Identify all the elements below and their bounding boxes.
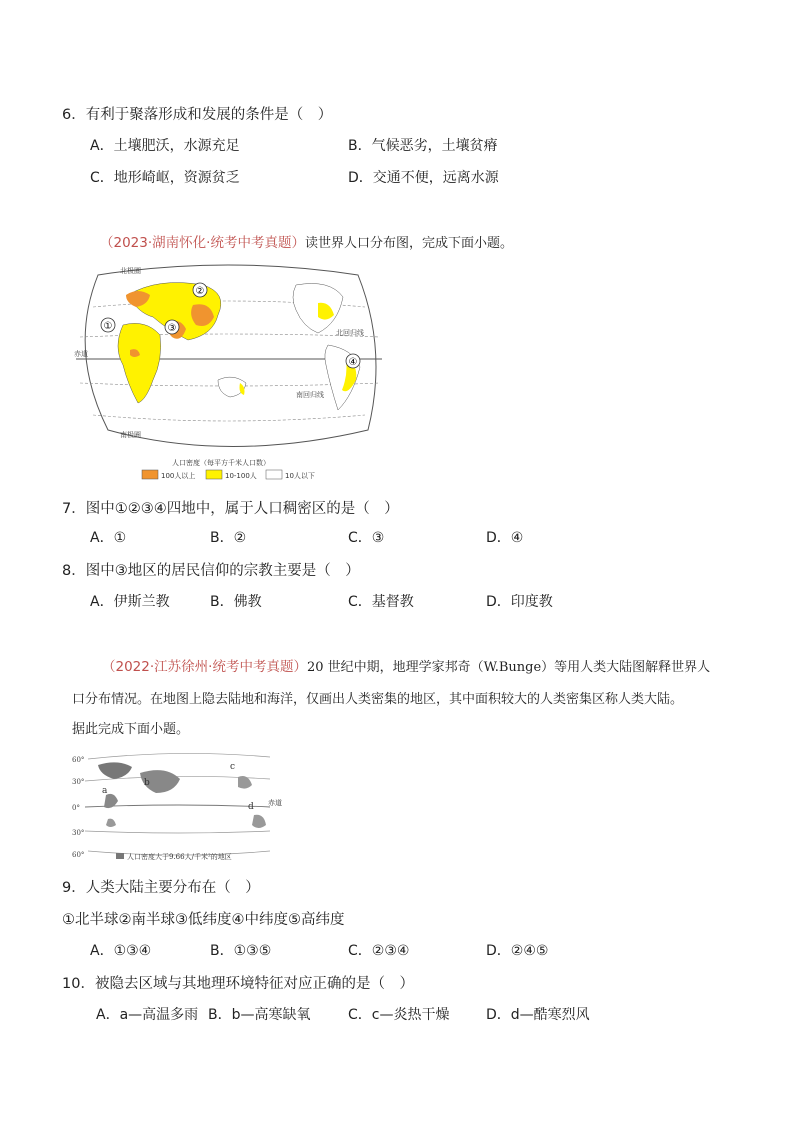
label-south-circle: 南极圈 xyxy=(120,431,141,439)
group2-intro-line2: 口分布情况。在地图上隐去陆地和海洋，仅画出人类密集的地区，其中面积较大的人类密集区称人类大陆。 xyxy=(72,692,684,707)
q9-option-a[interactable]: A．①③④ xyxy=(90,943,152,959)
dense-area-europe xyxy=(98,762,132,779)
group2-header xyxy=(102,655,710,675)
q9-option-c[interactable]: C．②③④ xyxy=(348,943,410,959)
marker-3: ③ xyxy=(167,323,177,334)
marker-1: ① xyxy=(103,321,113,332)
marker-2: ② xyxy=(195,286,205,297)
q6-option-d[interactable]: D．交通不便，远离水源 xyxy=(348,170,499,186)
q6-option-b[interactable]: B．气候恶劣，土壤贫瘠 xyxy=(348,138,498,154)
group1-header xyxy=(100,231,513,251)
legend-dense-label: 人口密度大于9.66人/千米²的地区 xyxy=(127,853,232,861)
q9-stem: 9．人类大陆主要分布在（ ） xyxy=(62,880,260,896)
q7-option-c[interactable]: C．③ xyxy=(348,530,385,546)
label-north-tropic: 北回归线 xyxy=(336,329,364,337)
label-north-circle: 北极圈 xyxy=(120,267,141,275)
lat-label-60n: 60° xyxy=(72,756,85,764)
q6-option-a[interactable]: A．土壤肥沃，水源充足 xyxy=(90,138,240,154)
legend-label-low: 10人以下 xyxy=(285,472,315,480)
region-label-a: a xyxy=(102,786,108,796)
world-population-map xyxy=(68,255,388,490)
q7-option-a[interactable]: A．① xyxy=(90,530,127,546)
q7-option-d[interactable]: D．④ xyxy=(486,530,524,546)
q8-option-b[interactable]: B．佛教 xyxy=(210,594,262,610)
q10-option-c[interactable]: C．c—炎热干燥 xyxy=(348,1007,450,1023)
legend-title: 人口密度（每平方千米人口数） xyxy=(172,459,270,467)
lat-label-30n: 30° xyxy=(72,778,85,786)
q8-option-a[interactable]: A．伊斯兰教 xyxy=(90,594,170,610)
q9-option-d[interactable]: D．②④⑤ xyxy=(486,943,549,959)
region-label-b: b xyxy=(144,778,150,788)
legend-label-mid: 10-100人 xyxy=(225,472,257,480)
q8-option-d[interactable]: D．印度教 xyxy=(486,594,553,610)
q10-option-d[interactable]: D．d—酷寒烈风 xyxy=(486,1007,590,1023)
label-equator: 赤道 xyxy=(74,350,88,358)
q9-choices: ①北半球②南半球③低纬度④中纬度⑤高纬度 xyxy=(62,912,345,928)
group2-intro-line3: 据此完成下面小题。 xyxy=(72,722,190,737)
dense-area-southeast xyxy=(252,815,266,828)
q7-option-b[interactable]: B．② xyxy=(210,530,247,546)
equator-label: 赤道 xyxy=(268,799,282,807)
label-south-tropic: 南回归线 xyxy=(296,391,324,399)
lat-label-60s: 60° xyxy=(72,851,85,859)
legend-swatch-high xyxy=(142,470,158,479)
marker-4: ④ xyxy=(348,357,358,368)
q8-stem: 8．图中③地区的居民信仰的宗教主要是（ ） xyxy=(62,563,360,579)
human-continent-map xyxy=(70,745,290,863)
lat-label-30s: 30° xyxy=(72,829,85,837)
region-label-d: d xyxy=(248,802,254,812)
q6-option-c[interactable]: C．地形崎岖，资源贫乏 xyxy=(90,170,240,186)
q6-stem: 6．有利于聚落形成和发展的条件是（ ） xyxy=(62,107,333,123)
group2-intro-line1: 20 世纪中期，地理学家邦奇（W.Bunge）等用人类大陆图解释世界人 xyxy=(306,660,711,675)
q8-option-c[interactable]: C．基督教 xyxy=(348,594,414,610)
q10-option-b[interactable]: B．b—高寒缺氧 xyxy=(208,1007,311,1023)
legend-swatch-mid xyxy=(206,470,222,479)
group1-intro: 读世界人口分布图，完成下面小题。 xyxy=(304,236,513,251)
region-label-c: c xyxy=(230,762,236,772)
legend-label-high: 100人以上 xyxy=(161,472,196,480)
group2-source: （2022·江苏徐州·统考中考真题） xyxy=(102,659,307,675)
legend-dense-swatch xyxy=(116,853,124,859)
q9-option-b[interactable]: B．①③⑤ xyxy=(210,943,272,959)
q10-option-a[interactable]: A．a—高温多雨 xyxy=(96,1007,199,1023)
q7-stem: 7．图中①②③④四地中，属于人口稠密区的是（ ） xyxy=(62,501,399,517)
lat-label-0: 0° xyxy=(72,804,80,812)
group1-source: （2023·湖南怀化·统考中考真题） xyxy=(100,235,305,251)
dense-area-south xyxy=(106,819,116,827)
q10-stem: 10．被隐去区域与其地理环境特征对应正确的是（ ） xyxy=(62,976,414,992)
legend-swatch-low xyxy=(266,470,282,479)
